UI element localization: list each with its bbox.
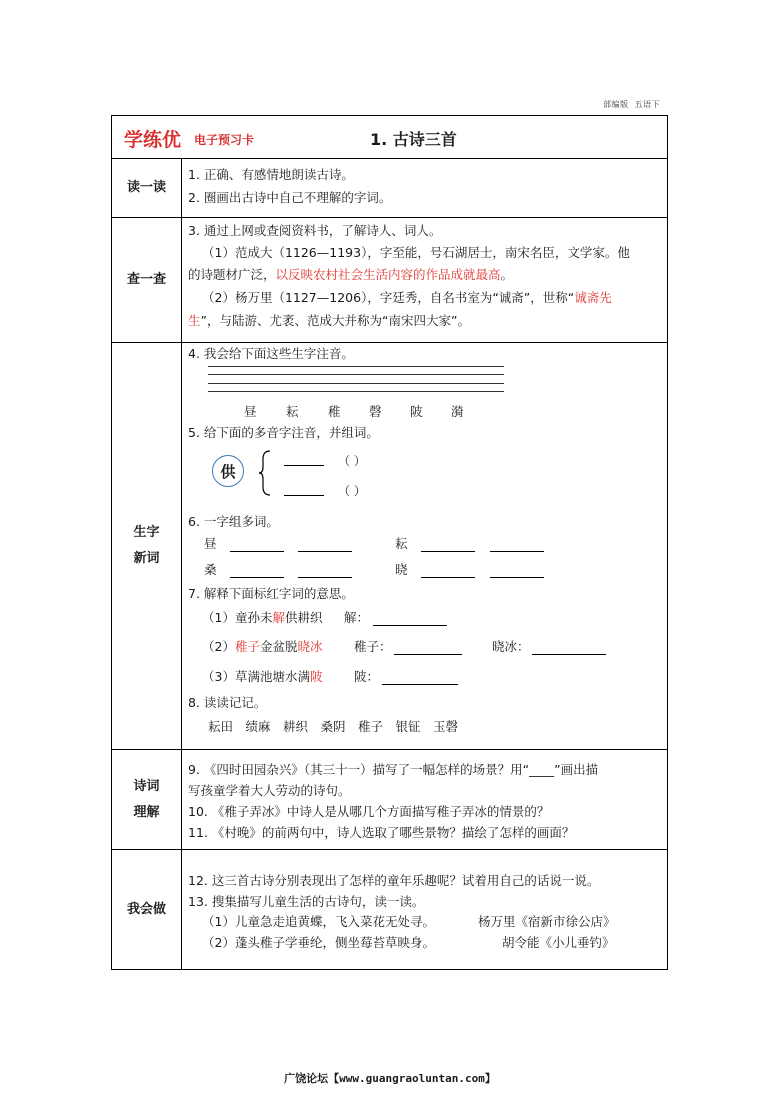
answer-blank[interactable] (230, 577, 284, 578)
poet-2-line-2 (188, 313, 659, 329)
answer-blank[interactable] (284, 495, 324, 496)
question-4: 4. 我会给下面这些生字注音。 (188, 346, 354, 361)
brace-icon (258, 449, 272, 497)
combo-char: 昼 (204, 536, 217, 551)
pinyin-line (208, 383, 504, 384)
question-7: 7. 解释下面标红字词的意思。 (188, 586, 354, 601)
explain-1-answer-label: 解： (344, 610, 370, 625)
poet-2-highlight: 诚斋先 (574, 290, 612, 305)
explain-2-answer-label-1: 稚子： (354, 639, 392, 654)
combo-char: 晓 (395, 562, 408, 577)
poem-line-2: （2）蓬头稚子学垂纶，侧坐莓苔草映身。 (202, 935, 435, 950)
question-6: 6. 一字组多词。 (188, 514, 279, 529)
combo-char: 耘 (395, 536, 408, 551)
explain-2-answer-label-2: 晓冰： (492, 639, 530, 654)
answer-blank[interactable] (284, 465, 324, 466)
memo-words: 耘田 绩麻 耕织 桑阴 稚子 银钲 玉磬 (208, 719, 459, 734)
combo-char: 桑 (204, 562, 217, 577)
answer-blank[interactable] (490, 551, 544, 552)
section-do (112, 849, 667, 969)
label-line-1: 诗词 (133, 778, 160, 794)
pinyin-line (208, 374, 504, 375)
explain-3 (202, 669, 322, 685)
section-words (112, 342, 667, 749)
answer-blank[interactable] (490, 577, 544, 578)
explain-3-highlight: 陂 (309, 669, 323, 684)
answer-blank[interactable] (230, 551, 284, 552)
section-label: 读一读 (112, 159, 182, 217)
explain-2-pre: （2） (202, 639, 235, 654)
explain-2-mid: 金盆脱 (259, 639, 298, 654)
question-11: 11. 《村晚》的前两句中，诗人选取了哪些景物？描绘了怎样的画面？ (188, 825, 575, 840)
pinyin-char: 陂 (410, 404, 423, 419)
pinyin-char: 昼 (244, 404, 257, 419)
poet-2-text-end: ”，与陆游、尤袤、范成大并称为“南宋四大家”。 (200, 313, 470, 328)
section-read (112, 158, 667, 217)
preview-card (111, 115, 668, 970)
explain-3-pre: （3）草满池塘水满 (202, 669, 310, 684)
question-3: 3. 通过上网或查阅资料书，了解诗人、词人。 (188, 223, 442, 238)
answer-blank[interactable] (394, 654, 462, 655)
pinyin-line (208, 366, 504, 367)
title-row (112, 116, 667, 158)
answer-blank[interactable] (421, 577, 475, 578)
question-9-line-1: 9. 《四时田园杂兴》（其三十一）描写了一幅怎样的场景？用“____”画出描 (188, 762, 599, 777)
label-line-2: 新词 (133, 551, 160, 566)
poet-1-end: 。 (500, 267, 514, 282)
answer-blank[interactable] (532, 654, 606, 655)
answer-blank[interactable] (421, 551, 475, 552)
lesson-title: 1. 古诗三首 (370, 130, 457, 149)
pinyin-char: 漪 (451, 404, 464, 419)
read-item-2: 2. 圈画出古诗中自己不理解的字词。 (188, 190, 392, 205)
section-label (112, 343, 182, 749)
pinyin-char: 耘 (286, 404, 299, 419)
explain-1-post: 供耕织 (284, 610, 323, 625)
answer-blank[interactable] (298, 577, 352, 578)
polyphone-char: 供 (212, 455, 244, 487)
poet-2-text: （2）杨万里（1127—1206），字廷秀，自名书室为“诚斋”，世称“ (202, 290, 575, 305)
question-12: 12. 这三首古诗分别表现出了怎样的童年乐趣呢？试着用自己的话说一说。 (188, 873, 600, 888)
pinyin-line (208, 391, 504, 392)
brand-name: 学练优 (124, 129, 182, 151)
answer-blank[interactable] (382, 684, 458, 685)
section-label: 查一查 (112, 218, 182, 342)
explain-2 (202, 639, 323, 655)
poem-line-1: （1）儿童急走追黄蝶，飞入菜花无处寻。 (202, 914, 435, 929)
answer-paren[interactable]: （ ） (338, 454, 366, 468)
poet-1-line-2 (188, 267, 659, 283)
explain-3-answer-label: 陂： (354, 669, 380, 684)
section-label (112, 750, 182, 849)
question-13: 13. 搜集描写儿童生活的古诗句，读一读。 (188, 894, 425, 909)
section-label: 我会做 (112, 850, 182, 969)
label-line-1: 生字 (133, 525, 160, 540)
explain-2-highlight-1: 稚子 (234, 639, 260, 654)
grade-name: 五语下 (634, 100, 660, 109)
poet-2-line-1 (202, 290, 659, 306)
brand-subtitle: 电子预习卡 (194, 133, 255, 147)
question-8: 8. 读读记记。 (188, 695, 267, 710)
poem-source-2: 胡令能《小儿垂钓》 (502, 935, 615, 950)
answer-blank[interactable] (373, 625, 447, 626)
poet-1-line-1: （1）范成大（1126—1193），字至能，号石湖居士，南宋名臣，文学家。他 (202, 245, 630, 260)
label-line-2: 理解 (133, 804, 160, 820)
poet-2-highlight-end: 生 (188, 313, 201, 328)
explain-1 (202, 610, 322, 626)
explain-1-pre: （1）童孙未 (202, 610, 273, 625)
poet-1-highlight: 以反映农村社会生活内容的作品成就最高 (275, 267, 501, 282)
answer-blank[interactable] (298, 551, 352, 552)
section-check (112, 217, 667, 342)
poet-1-text: 的诗题材广泛， (188, 267, 276, 282)
read-item-1: 1. 正确、有感情地朗读古诗。 (188, 167, 354, 182)
section-understand (112, 749, 667, 849)
edition-name: 部编版 (603, 100, 629, 109)
edition-label (603, 99, 660, 110)
poem-source-1: 杨万里《宿新市徐公店》 (478, 914, 616, 929)
pinyin-char: 磬 (369, 404, 382, 419)
explain-1-highlight: 解 (272, 610, 285, 625)
pinyin-char: 稚 (328, 404, 341, 419)
explain-2-highlight-2: 晓冰 (297, 639, 323, 654)
question-10: 10. 《稚子弄冰》中诗人是从哪几个方面描写稚子弄冰的情景的？ (188, 804, 550, 819)
question-9-line-2: 写孩童学着大人劳动的诗句。 (188, 783, 351, 798)
footer-link[interactable]: 广饶论坛【www.guangraoluntan.com】 (284, 1072, 496, 1085)
answer-paren[interactable]: （ ） (338, 484, 366, 498)
question-5: 5. 给下面的多音字注音，并组词。 (188, 425, 379, 440)
